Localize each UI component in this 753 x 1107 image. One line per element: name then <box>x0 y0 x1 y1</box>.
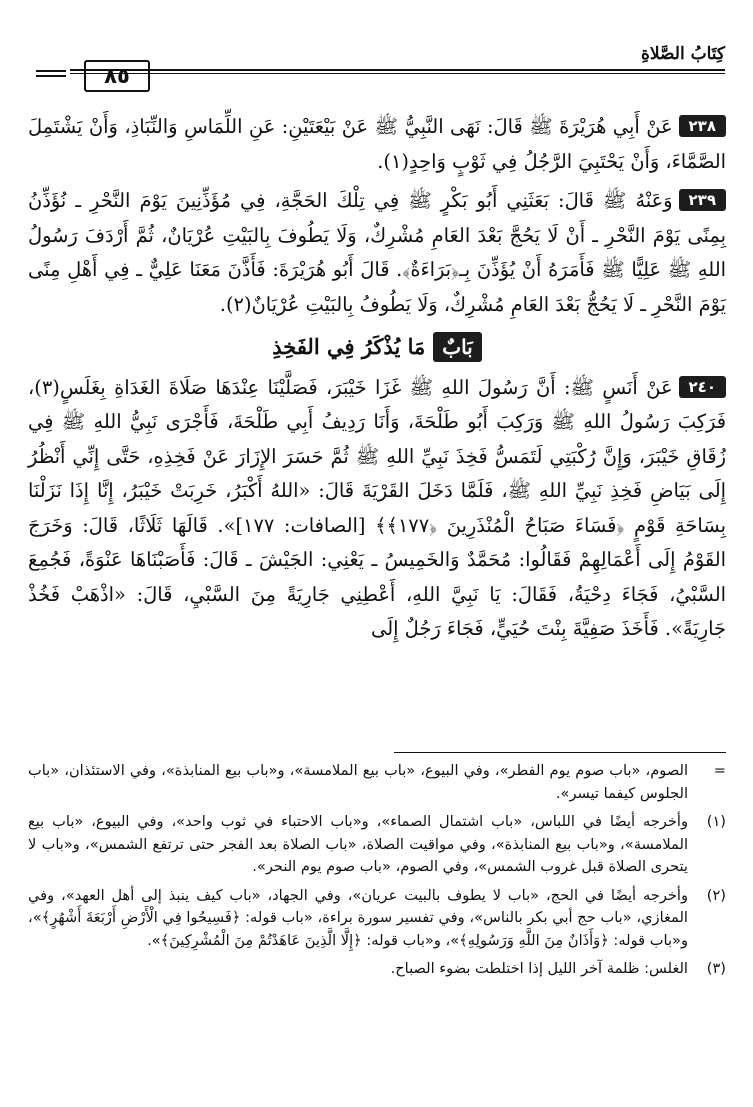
footnote-mark: = <box>713 762 726 779</box>
footnote-text: وأخرجه أيضًا في الحج، «باب لا يطوف بالبيت عريان»، وفي الجهاد، «باب كيف ينبذ إلى أهل العهد»، وفي المغازي، «باب حج أبي بكر بالناس»، وفي تفسير سورة براءة، «باب قوله: ﴿فَسِيحُوا فِي الْأَرْضِ أَرْبَعَةَ أَشْهُرٍ﴾»، و«باب قوله: ﴿وَأَذَانٌ مِنَ اللَّهِ وَرَسُولِهِ﴾»، و«باب قوله: ﴿إِلَّا الَّذِينَ عَاهَدْتُمْ مِنَ الْمُشْرِكِينَ﴾». <box>28 886 688 949</box>
chapter-title: مَا يُذْكَرُ فِي الفَخِذِ <box>272 334 426 359</box>
footnote-mark: (٢) <box>706 886 726 904</box>
footnote-mark: (٣) <box>706 960 726 977</box>
footnote-rule <box>394 752 726 753</box>
page-number-rule <box>36 70 66 72</box>
footnote-ref: (١). <box>377 149 409 173</box>
footnotes <box>28 760 726 987</box>
footnote-item <box>28 885 726 953</box>
footnote-ref: (٢). <box>219 292 252 316</box>
footnote-text: وأخرجه أيضًا في اللباس، «باب اشتمال الصماء»، و«باب الاحتباء في ثوب واحد»، وفي البيوع، «باب بيع الملامسة»، و«باب بيع المنابذة»، وفي مواقيت الصلاة، «باب الصلاة بعد الفجر حتى ترتفع الشمس»، و«باب لا يتحرى الصلاة قبل غروب الشمس»، وفي الصوم، «باب صوم يوم النحر». <box>28 813 688 875</box>
hadith-number: ٢٤٠ <box>679 376 726 398</box>
header-rule <box>70 69 725 71</box>
hadith-number: ٢٣٩ <box>679 189 726 211</box>
hadith-text: وَعَنْهُ ﷺ قَالَ: بَعَثَنِي أَبُو بَكْرٍ ﷺ فِي تِلْكَ الحَجَّةِ، فِي مُؤَذِّنِينَ يَوْمَ النَّحْرِ ـ نُؤَذِّنُ بِمِنًى يَوْمَ النَّحْرِ ـ أَنْ لَا يَحُجَّ بَعْدَ العَامِ مُشْرِكٌ، وَلَا يَطُوفَ بِالبَيْتِ عُرْيَانٌ، ثُمَّ أَرْدَفَ رَسُولُ اللهِ ﷺ عَلِيًّا ﷺ فَأَمَرَهُ أَنْ يُؤَذِّنَ بِـ﴿بَرَاءَةٌ﴾. قَالَ أَبُو هُرَيْرَةَ: فَأَذَّنَ مَعَنَا عَلِيٌّ ـ فِي أَهْلِ مِنًى يَوْمَ النَّحْرِ ـ لَا يَحُجُّ بَعْدَ العَامِ مُشْرِكٌ، وَلَا يَطُوفُ بِالبَيْتِ عُرْيَانٌ <box>28 189 726 316</box>
footnote-item <box>28 958 726 981</box>
page-number-rule-lower <box>36 75 66 77</box>
chapter-heading <box>28 330 726 365</box>
hadith-text: عَنْ أَبِي هُرَيْرَةَ ﷺ قَالَ: نَهَى النَّبِيُّ ﷺ عَنْ بَيْعَتَيْنِ: عَنِ اللِّمَاسِ وَالنِّبَاذِ، وَأَنْ يَشْتَمِلَ الصَّمَّاءَ، وَأَنْ يَحْتَبِيَ الرَّجُلُ فِي ثَوْبٍ وَاحِدٍ <box>28 115 726 173</box>
hadith-239 <box>28 184 726 322</box>
running-title: كِتَابُ الصَّلاةِ <box>640 44 725 64</box>
hadith-number: ٢٣٨ <box>679 115 726 137</box>
chapter-tag: بَابٌ <box>433 332 482 362</box>
hadith-238 <box>28 110 726 179</box>
footnote-item <box>28 811 726 879</box>
hadith-text: عَنْ أَنَسٍ ﷺ: أَنَّ رَسُولَ اللهِ ﷺ غَزَا خَيْبَرَ، فَصَلَّيْنَا عِنْدَهَا صَلَاةَ الغَدَاةِ بِغَلَسٍ(٣)، فَرَكِبَ رَسُولُ اللهِ ﷺ وَرَكِبَ أَبُو طَلْحَةَ، وَأَنَا رَدِيفُ أَبِي طَلْحَةَ، فَأَجْرَى نَبِيُّ اللهِ ﷺ فِي زُقَاقِ خَيْبَرَ، وَإِنَّ رُكْبَتِي لَتَمَسُّ فَخِذَ نَبِيِّ اللهِ ﷺ ثُمَّ حَسَرَ الإِزَارَ عَنْ فَخِذِهِ، حَتَّى إِنِّي أَنْظُرُ إِلَى بَيَاضِ فَخِذِ نَبِيِّ اللهِ ﷺ، فَلَمَّا دَخَلَ القَرْيَةَ قَالَ: «اللهُ أَكْبَرُ، خَرِبَتْ خَيْبَرُ، إِنَّا إِذَا نَزَلْنَا بِسَاحَةِ قَوْمٍ ﴿فَسَاءَ صَبَاحُ الْمُنْذَرِينَ ﴿١٧٧﴾﴾ [الصافات: ١٧٧]». قَالَهَا ثَلَاثًا، قَالَ: وَخَرَجَ القَوْمُ إِلَى أَعْمَالِهِمْ فَقَالُوا: مُحَمَّدٌ وَالخَمِيسُ ـ يَعْنِي: الجَيْشَ ـ قَالَ: فَأَصَبْنَاهَا عَنْوَةً، فَجُمِعَ السَّبْيُ، فَجَاءَ دِحْيَةُ، فَقَالَ: يَا نَبِيَّ اللهِ، أَعْطِنِي جَارِيَةً مِنَ السَّبْيِ، قَالَ: «اذْهَبْ فَخُذْ جَارِيَةً». فَأَخَذَ صَفِيَّةَ بِنْتَ حُيَيٍّ، فَجَاءَ رَجُلٌ إِلَى <box>28 375 726 640</box>
footnote-text: الغلس: ظلمة آخر الليل إذا اختلطت بضوء الصباح. <box>390 960 688 977</box>
footnote-mark: (١) <box>706 813 726 830</box>
footnote-text: الصوم، «باب صوم يوم الفطر»، وفي البيوع، «باب بيع الملامسة»، و«باب بيع المنابذة»، وفي الاستئذان، «باب الجلوس كيفما تيسر». <box>28 762 688 802</box>
hadith-240 <box>28 371 726 647</box>
main-text <box>28 110 726 652</box>
header-rule-thin <box>70 73 725 74</box>
page-number: ٨٥ <box>84 60 150 92</box>
footnote-item <box>28 760 726 805</box>
